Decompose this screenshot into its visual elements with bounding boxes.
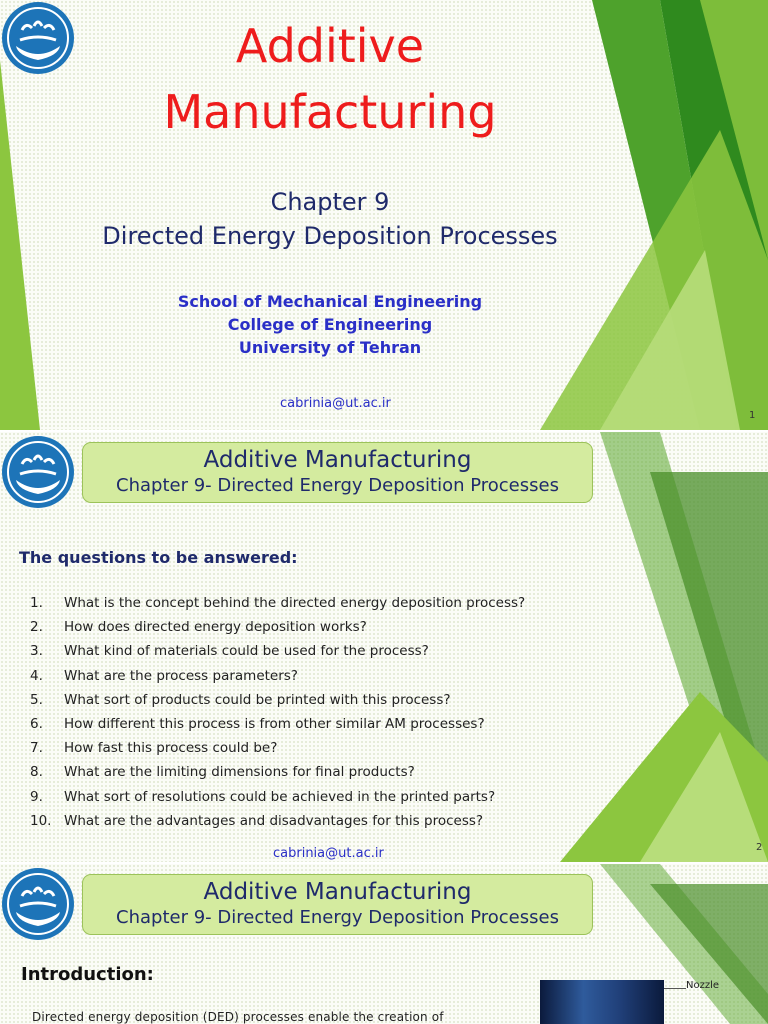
university-logo [0,434,76,510]
questions-list [30,591,525,833]
page-number: 2 [756,842,763,853]
slide-header [82,874,593,935]
nozzle-label: Nozzle [686,980,720,991]
list-item: 8. What are the limiting dimensions for final products? [30,764,415,781]
slide-3 [0,864,768,1024]
list-item: 7. How fast this process could be? [30,740,278,757]
page-number: 1 [749,410,756,421]
list-item: 5. What sort of products could be printed with this process? [30,691,451,708]
list-item: 2. How does directed energy deposition works? [30,619,367,636]
header-chapter: Chapter 9- Directed Energy Deposition Processes [116,907,559,928]
slide-2 [0,432,768,862]
list-item: 9. What sort of resolutions could be achieved in the printed parts? [30,788,496,805]
intro-paragraph: Directed energy deposition (DED) processes enable the creation of [32,1010,444,1024]
slide-header [82,442,593,503]
title-line-1: Additive [235,19,425,73]
affiliation-university: University of Tehran [238,338,422,357]
email-link[interactable]: cabrinia@ut.ac.ir [273,846,384,861]
list-item: 1. What is the concept behind the directed energy deposition process? [30,595,526,611]
list-item: 3. What kind of materials could be used for the process? [30,643,429,660]
affiliation-school: School of Mechanical Engineering [177,292,483,311]
questions-heading: The questions to be answered: [19,548,298,567]
title-line-2: Manufacturing [163,85,497,139]
slide-1 [0,0,768,430]
affiliation-college: College of Engineering [227,315,433,334]
university-logo [0,866,76,942]
label-leader-line [664,988,686,989]
list-item: 10. What are the advantages and disadvantages for this process? [30,812,484,829]
header-course-title: Additive Manufacturing [203,879,472,905]
list-item: 6. How different this process is from other similar AM processes? [30,716,485,733]
header-chapter: Chapter 9- Directed Energy Deposition Processes [116,475,559,496]
list-item: 4. What are the process parameters? [30,667,298,684]
nozzle-photo [540,980,664,1024]
header-course-title: Additive Manufacturing [203,447,472,473]
intro-heading: Introduction: [21,964,154,985]
email-link[interactable]: cabrinia@ut.ac.ir [280,396,391,411]
chapter-label: Chapter 9 [270,188,390,216]
chapter-subtitle: Directed Energy Deposition Processes [102,222,558,250]
